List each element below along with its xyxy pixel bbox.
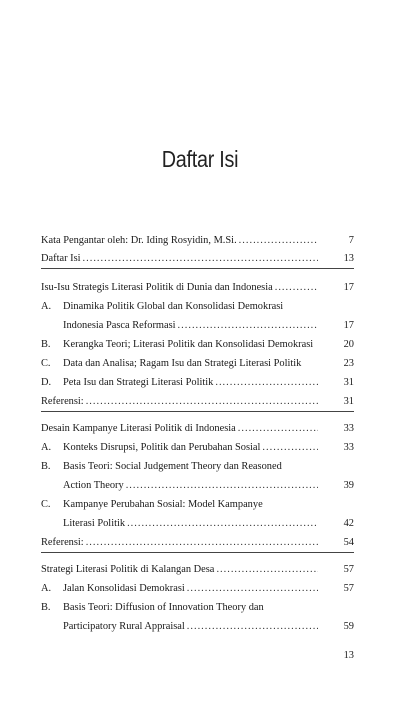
toc-entry[interactable] [41,557,354,575]
toc-entry-page: 7 [348,235,354,246]
toc-entry[interactable] [41,530,354,548]
toc-entry-label: Data dan Analisa; Ragam Isu dan Strategi Literasi Politik [63,358,302,369]
dot-leader [187,583,318,594]
toc-entry-label: Basis Teori: Social Judgement Theory dan Reasoned [63,461,282,472]
toc-entry-page: 13 [343,253,354,264]
toc-entry-label: Daftar Isi [41,253,81,264]
dot-leader [86,537,318,548]
toc-entry-number: A. [41,301,52,312]
toc-entry-number: A. [41,442,52,453]
toc-entry-number: C. [41,358,51,369]
toc-entry-page: 42 [343,518,354,529]
toc-entry-label: Referensi: [41,396,84,407]
dot-leader [239,235,318,246]
toc-entry[interactable] [41,492,354,510]
dot-leader [275,282,318,293]
divider [41,411,354,412]
divider [41,552,354,553]
toc-entry[interactable] [41,416,354,434]
dot-leader [216,564,318,575]
toc-entry-label: Dinamika Politik Global dan Konsolidasi Demokrasi [63,301,284,312]
toc-entry[interactable] [41,228,354,246]
toc-entry-label: Kerangka Teori; Literasi Politik dan Konsolidasi Demokrasi [63,339,314,350]
toc-entry-label: Peta Isu dan Strategi Literasi Politik [63,377,214,388]
toc-entry[interactable] [41,332,354,350]
toc-entry-page: 20 [343,339,354,350]
toc-entry[interactable] [41,454,354,472]
toc-entry-page: 57 [343,564,354,575]
toc-entry[interactable] [41,614,354,632]
toc-entry[interactable] [41,370,354,388]
toc-entry[interactable] [41,435,354,453]
toc-entry-number: B. [41,461,51,472]
dot-leader [86,396,318,407]
toc-entry-label: Desain Kampanye Literasi Politik di Indonesia [41,423,236,434]
toc-entry[interactable] [41,294,354,312]
toc-entry-label: Konteks Disrupsi, Politik dan Perubahan Sosial [63,442,261,453]
dot-leader [187,621,318,632]
toc-entry-label: Indonesia Pasca Reformasi [63,320,176,331]
toc-entry[interactable] [41,351,354,369]
toc-entry-label: Basis Teori: Diffusion of Innovation Theory dan [63,602,264,613]
toc-entry-page: 31 [343,396,354,407]
toc-entry-label: Referensi: [41,537,84,548]
toc-entry-label: Jalan Konsolidasi Demokrasi [63,583,185,594]
toc-entry-label: Strategi Literasi Politik di Kalangan Desa [41,564,215,575]
dot-leader [238,423,318,434]
toc-entry-page: 17 [343,320,354,331]
toc-entry-number: B. [41,339,51,350]
toc-entry[interactable] [41,389,354,407]
toc-entry-label: Kata Pengantar oleh: Dr. Iding Rosyidin, M.Si. [41,235,237,246]
toc-entry-page: 31 [343,377,354,388]
divider [41,268,354,269]
toc-entry-page: 23 [343,358,354,369]
dot-leader [262,442,318,453]
toc-entry-number: C. [41,499,51,510]
toc-entry-label: Kampanye Perubahan Sosial: Model Kampanye [63,499,263,510]
page-number: 13 [343,650,354,661]
toc-entry[interactable] [41,275,354,293]
toc-entry-number: B. [41,602,51,613]
toc-entry-page: 57 [343,583,354,594]
toc-entry[interactable] [41,511,354,529]
toc-entry-page: 59 [343,621,354,632]
toc-entry-label: Literasi Politik [63,518,126,529]
toc-entry[interactable] [41,576,354,594]
toc-entry-page: 33 [343,442,354,453]
toc-entry[interactable] [41,473,354,491]
dot-leader [127,518,318,529]
page-title: Daftar Isi [161,146,239,172]
toc-entry-label: Participatory Rural Appraisal [63,621,185,632]
dot-leader [126,480,318,491]
toc-entry-page: 33 [343,423,354,434]
dot-leader [215,377,318,388]
dot-leader [83,253,318,264]
toc-entry-label: Isu-Isu Strategis Literasi Politik di Dunia dan Indonesia [41,282,273,293]
toc-entry[interactable] [41,595,354,613]
toc-entry-number: D. [41,377,52,388]
toc-entry[interactable] [41,313,354,331]
toc-entry-page: 54 [343,537,354,548]
toc-entry-number: A. [41,583,52,594]
toc-entry-page: 17 [343,282,354,293]
dot-leader [178,320,318,331]
toc-entry[interactable] [41,246,354,264]
toc-entry-page: 39 [343,480,354,491]
toc-entry-label: Action Theory [63,480,124,491]
